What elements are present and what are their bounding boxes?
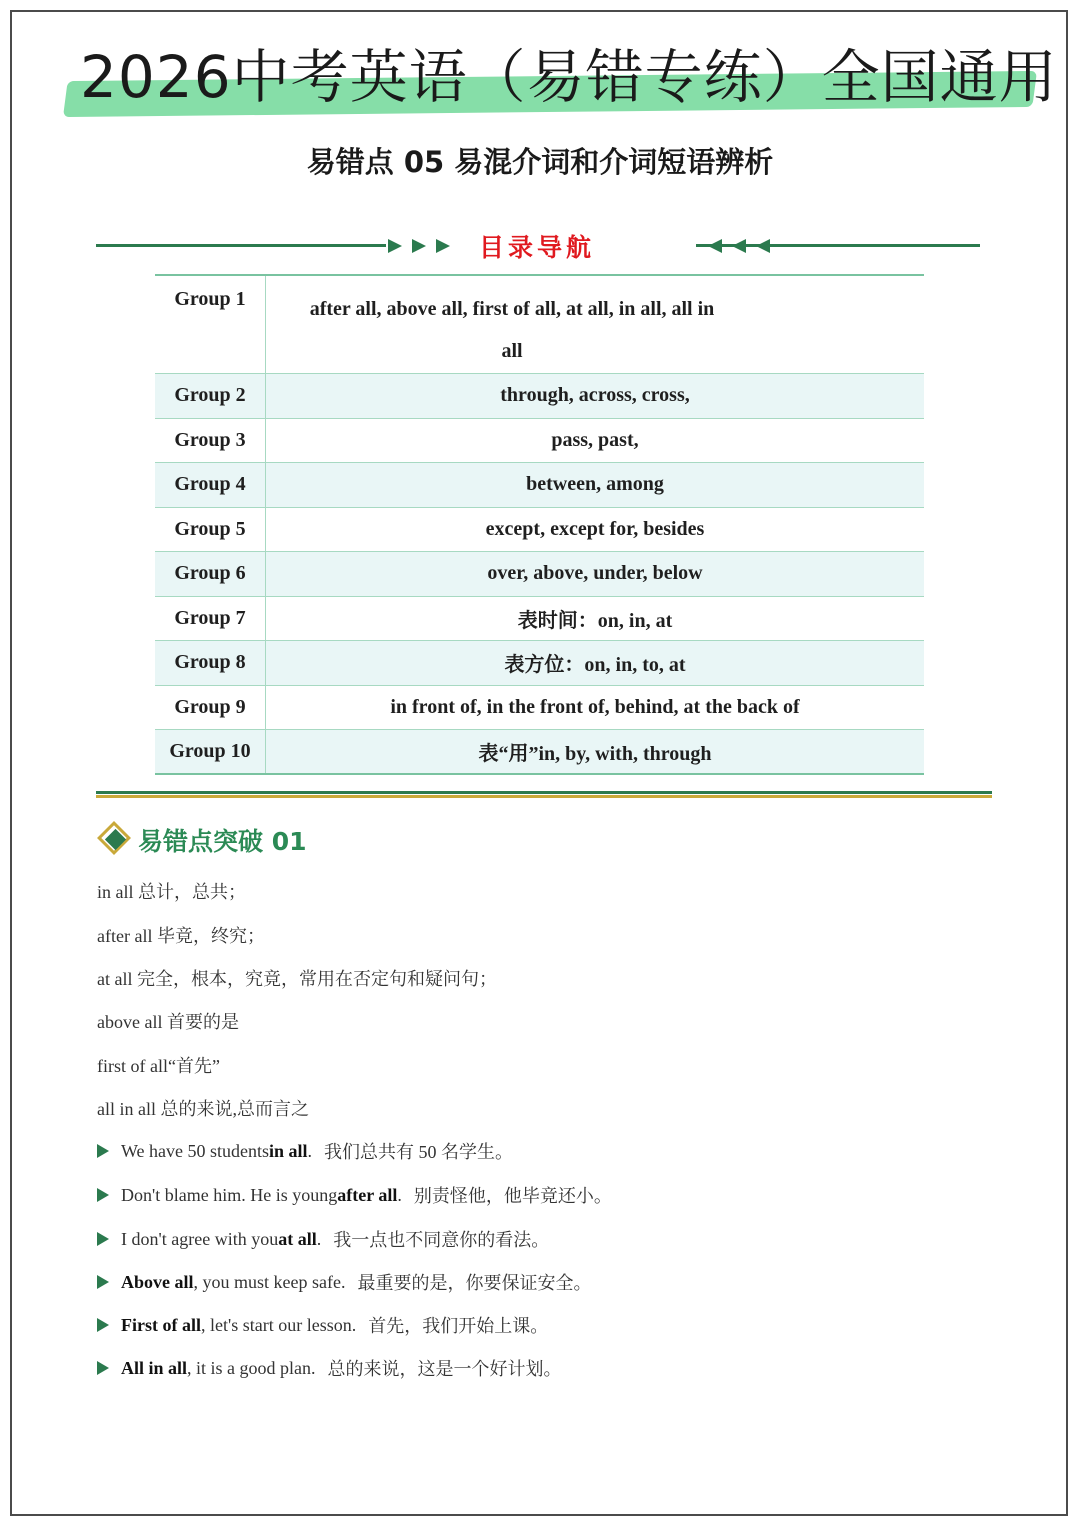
bullet-arrow-icon <box>97 1361 109 1375</box>
section-heading <box>96 820 496 860</box>
example-text-post: . <box>397 1184 402 1205</box>
section-title: 易错点突破 01 <box>138 827 307 856</box>
toc-row[interactable] <box>155 730 924 775</box>
example-line <box>97 1138 513 1164</box>
toc-group-label: Group 8 <box>155 641 266 686</box>
toc-topic-line: after all, above all, first of all, at all, in all, all in <box>309 298 715 320</box>
toc-topic <box>266 275 925 374</box>
definition-line: in all 总计，总共； <box>97 882 246 902</box>
definition-line: after all 毕竟，终究； <box>97 926 265 946</box>
example-line <box>97 1182 612 1208</box>
example-text-post: . <box>316 1228 322 1249</box>
example-translation: 别责怪他，他毕竟还小。 <box>413 1186 612 1206</box>
toc-topic: 表“用”in, by, with, through <box>266 730 925 775</box>
example-phrase: after all <box>337 1184 398 1205</box>
toc-group-label: Group 9 <box>155 685 266 730</box>
toc-title: 目录导航 <box>478 233 595 262</box>
example-text-pre: We have 50 students <box>121 1140 270 1161</box>
example-translation: 总的来说，这是一个好计划。 <box>327 1359 562 1379</box>
toc-group-label: Group 2 <box>155 374 266 419</box>
toc-row[interactable] <box>155 641 924 686</box>
example-translation: 最重要的是，你要保证安全。 <box>357 1273 592 1293</box>
toc-row[interactable] <box>155 685 924 730</box>
toc-topic: pass, past, <box>266 418 925 463</box>
example-translation: 我们总共有 50 名学生。 <box>324 1142 514 1162</box>
example-line <box>97 1355 562 1381</box>
example-phrase: at all <box>278 1228 317 1249</box>
toc-divider-right <box>696 244 980 247</box>
definition-line: at all 完全，根本，究竟，常用在否定句和疑问句； <box>97 969 497 989</box>
toc-group-label: Group 10 <box>155 730 266 775</box>
toc-row[interactable] <box>155 374 924 419</box>
bullet-arrow-icon <box>97 1275 109 1289</box>
bullet-arrow-icon <box>97 1188 109 1202</box>
example-text-pre: I don't agree with you <box>121 1228 279 1249</box>
toc-topic: over, above, under, below <box>266 552 925 597</box>
example-translation: 我一点也不同意你的看法。 <box>333 1230 550 1250</box>
main-title-block <box>66 36 1058 124</box>
example-line <box>97 1269 591 1295</box>
toc-topic: 表时间：on, in, at <box>266 596 925 641</box>
toc-group-label: Group 3 <box>155 418 266 463</box>
example-text-pre: Don't blame him. He is young <box>121 1184 338 1205</box>
toc-topic-line: all <box>501 340 523 362</box>
toc-header <box>96 228 980 264</box>
example-text-post: . <box>307 1140 313 1161</box>
definition-line: first of all“首先” <box>97 1056 220 1076</box>
example-phrase: First of all <box>121 1314 201 1335</box>
toc-row[interactable] <box>155 275 924 374</box>
example-phrase: in all <box>269 1140 308 1161</box>
toc-group-label: Group 7 <box>155 596 266 641</box>
toc-row[interactable] <box>155 596 924 641</box>
bullet-arrow-icon <box>97 1318 109 1332</box>
toc-group-label: Group 6 <box>155 552 266 597</box>
toc-row[interactable] <box>155 463 924 508</box>
toc-topic: in front of, in the front of, behind, at the back of <box>266 685 925 730</box>
toc-table <box>155 274 924 775</box>
subtitle: 易错点 05 易混介词和介词短语辨析 <box>306 145 774 179</box>
bullet-arrow-icon <box>97 1232 109 1246</box>
example-line <box>97 1312 548 1338</box>
toc-divider-left <box>96 244 386 247</box>
example-text-post: , let's start our lesson. <box>200 1314 357 1335</box>
toc-row[interactable] <box>155 552 924 597</box>
definition-line: all in all 总的来说,总而言之 <box>97 1099 309 1119</box>
toc-row[interactable] <box>155 418 924 463</box>
example-line <box>97 1226 549 1252</box>
example-phrase: Above all <box>121 1271 194 1292</box>
toc-group-label: Group 5 <box>155 507 266 552</box>
section-divider <box>96 791 992 798</box>
toc-topic: through, across, cross, <box>266 374 925 419</box>
main-title: 2026中考英语（易错专练）全国通用 <box>80 43 1058 111</box>
example-text-post: , it is a good plan. <box>187 1357 316 1378</box>
toc-topic: except, except for, besides <box>266 507 925 552</box>
toc-group-label: Group 1 <box>155 275 266 374</box>
toc-topic: 表方位：on, in, to, at <box>266 641 925 686</box>
example-text-post: , you must keep safe. <box>193 1271 346 1292</box>
example-translation: 首先，我们开始上课。 <box>368 1316 549 1336</box>
toc-topic: between, among <box>266 463 925 508</box>
example-phrase: All in all <box>121 1357 188 1378</box>
toc-row[interactable] <box>155 507 924 552</box>
bullet-arrow-icon <box>97 1144 109 1158</box>
definition-line: above all 首要的是 <box>97 1012 239 1032</box>
toc-group-label: Group 4 <box>155 463 266 508</box>
toc-arrows-right-icon <box>388 239 450 253</box>
